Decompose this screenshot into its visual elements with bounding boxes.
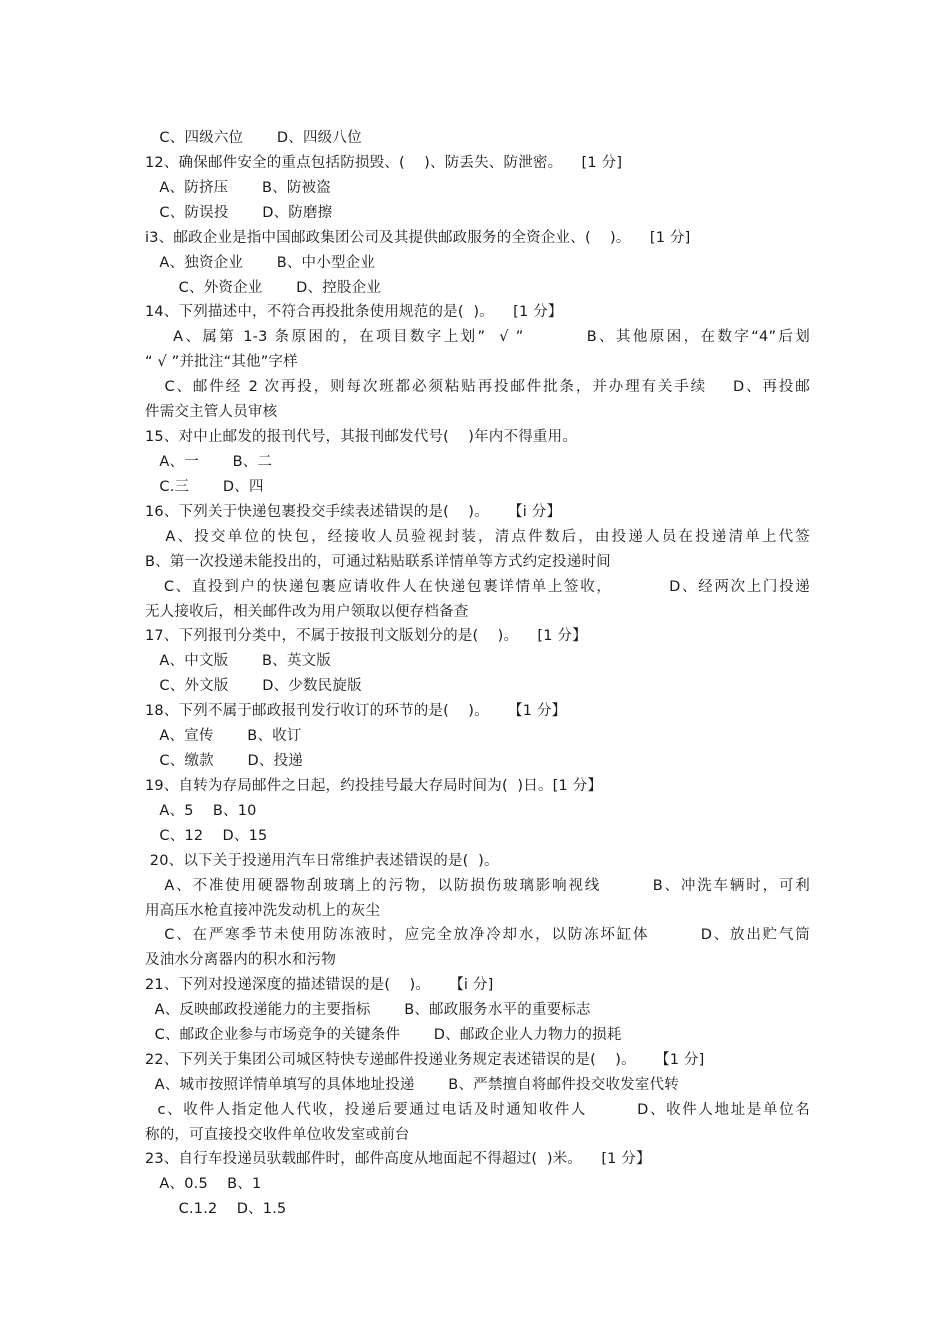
text-line: C.三 D、四	[145, 479, 264, 495]
text-line: A、中文版 B、英文版	[145, 653, 331, 669]
text-line: A、反映邮政投递能力的主要指标 B、邮政服务水平的重要标志	[145, 1002, 591, 1018]
text-line: A、宣传 B、收订	[145, 728, 302, 744]
text-line: C、四级六位 D、四级八位	[145, 130, 362, 146]
text-line: C、外资企业 D、控股企业	[145, 280, 382, 296]
text-line: 18、下列不属于邮政报刊发行收订的环节的是( )。 【1 分】	[145, 703, 567, 719]
text-line: A、城市按照详情单填写的具体地址投递 B、严禁擅自将邮件投交收发室代转	[145, 1077, 679, 1093]
text-line: 15、对中止邮发的报刊代号，其报刊邮发代号( )年内不得重用。	[145, 429, 577, 445]
text-line: C、直投到户的快递包裹应请收件人在快递包裹详情单上签收， D、经两次上门投递	[145, 579, 810, 595]
text-line: 16、下列关于快递包裹投交手续表述错误的是( )。 【i 分】	[145, 504, 562, 520]
text-line: A、独资企业 B、中小型企业	[145, 255, 376, 271]
text-line: C、12 D、15	[145, 828, 268, 844]
text-line: 23、自行车投递员驮载邮件时，邮件高度从地面起不得超过( )米。 [1 分】	[145, 1151, 651, 1167]
text-line: 用高压水枪直接冲洗发动机上的灰尘	[145, 903, 381, 919]
text-line: C、在严寒季节未使用防冻液时，应完全放净冷却水，以防冻坏缸体 D、放出贮气筒	[145, 927, 810, 943]
text-line: A、5 B、10	[145, 803, 257, 819]
text-line: C、邮件经 2 次再投，则每次班都必须粘贴再投邮件批条，并办理有关手续 D、再投邮	[145, 379, 810, 395]
text-line: 件需交主管人员审核	[145, 404, 278, 420]
text-line: 19、自转为存局邮件之日起，约投挂号最大存局时间为( )日。[1 分】	[145, 778, 603, 794]
text-line: A、不准使用硬器物刮玻璃上的污物，以防损伤玻璃影响视线 B、冲洗车辆时，可利	[145, 878, 810, 894]
text-line: 21、下列对投递深度的描述错误的是( )。 【i 分]	[145, 977, 494, 993]
text-line: 无人接收后，相关邮件改为用户领取以便存档备查	[145, 604, 469, 620]
text-line: 17、下列报刊分类中，不属于按报刊文版划分的是( )。 [1 分】	[145, 628, 587, 644]
text-line: C、缴款 D、投递	[145, 753, 303, 769]
text-line: 20、以下关于投递用汽车日常维护表述错误的是( )。	[145, 853, 499, 869]
text-line: 12、确保邮件安全的重点包括防损毁、( )、防丢失、防泄密。 [1 分]	[145, 155, 623, 171]
text-line: C、外文版 D、少数民旋版	[145, 678, 362, 694]
text-line: A、0.5 B、1	[145, 1176, 262, 1192]
text-line: A、属第 1-3 条原困的，在项目数字上划” √ ” B、其他原困，在数字“4”后划	[145, 329, 810, 345]
text-line: 14、下列描述中，不符合再投批条使用规范的是( )。 [1 分】	[145, 304, 563, 320]
text-line: A、一 B、二	[145, 454, 273, 470]
text-line: A、投交单位的快包，经接收人员验视封装，清点件数后，由投递人员在投递清单上代签	[145, 529, 810, 545]
text-line: 及油水分离器内的积水和污物	[145, 952, 337, 968]
text-line: A、防挤压 B、防被盗	[145, 180, 331, 196]
text-line: c、收件人指定他人代收，投递后要通过电话及时通知收件人 D、收件人地址是单位名	[145, 1102, 810, 1118]
text-line: “ √ ”并批注“其他”字样	[145, 354, 298, 370]
text-line: 称的，可直接投交收件单位收发室或前台	[145, 1127, 410, 1143]
text-line: B、第一次投递未能投出的，可通过粘贴联系详情单等方式约定投递时间	[145, 554, 611, 570]
text-line: 22、下列关于集团公司城区特快专递邮件投递业务规定表述错误的是( )。 【1 分]	[145, 1052, 705, 1068]
text-line: C、邮政企业参与市场竞争的关键条件 D、邮政企业人力物力的损耗	[145, 1027, 622, 1043]
text-line: i3、邮政企业是指中国邮政集团公司及其提供邮政服务的全资企业、( )。 [1 分]	[145, 230, 691, 246]
text-line: C.1.2 D、1.5	[145, 1201, 287, 1217]
text-line: C、防误投 D、防磨擦	[145, 205, 333, 221]
